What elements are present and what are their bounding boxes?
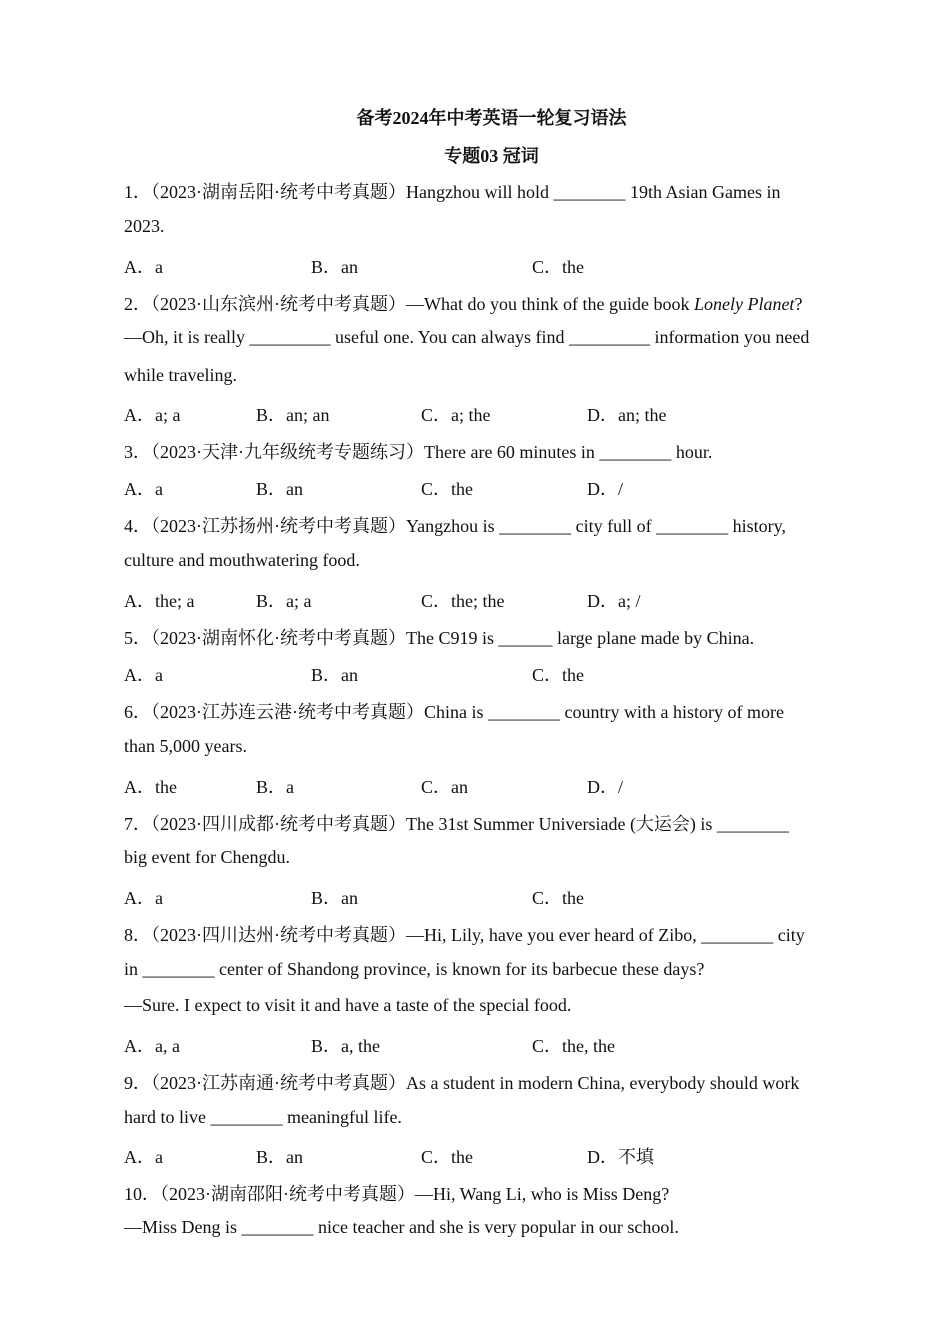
- question-8-option-b: B．a, the: [311, 1036, 380, 1056]
- question-2-option-d: D．an; the: [587, 405, 667, 425]
- question-9-option-c: C．the: [421, 1147, 473, 1167]
- question-8-line-3: —Sure. I expect to visit it and have a taste of the special food.: [124, 995, 572, 1015]
- page-title: 备考2024年中考英语一轮复习语法: [356, 108, 627, 128]
- question-9-line-2: hard to live ________ meaningful life.: [124, 1107, 402, 1127]
- question-6-option-b: B．a: [256, 777, 294, 797]
- page-subtitle: 专题03 冠词: [444, 146, 539, 166]
- question-8-option-a: A．a, a: [124, 1036, 180, 1056]
- question-6-line-2: than 5,000 years.: [124, 736, 247, 756]
- question-6-option-c: C．an: [421, 777, 468, 797]
- question-5-option-c: C．the: [532, 665, 584, 685]
- question-10-line-2: —Miss Deng is ________ nice teacher and she is very popular in our school.: [124, 1217, 679, 1237]
- question-6-option-a: A．the: [124, 777, 177, 797]
- question-5-option-a: A．a: [124, 665, 163, 685]
- question-3-option-a: A．a: [124, 479, 163, 499]
- question-10-line-1: 10．（2023·湖南邵阳·统考中考真题）—Hi, Wang Li, who is Miss Deng?: [124, 1184, 670, 1204]
- question-2-line-3: while traveling.: [124, 365, 237, 385]
- question-1-option-b: B．an: [311, 257, 358, 277]
- question-4-line-1: 4．（2023·江苏扬州·统考中考真题）Yangzhou is ________ city full of ________ history,: [124, 516, 786, 536]
- question-4-option-d: D．a; /: [587, 591, 641, 611]
- question-4-option-b: B．a; a: [256, 591, 312, 611]
- question-2-line-1-end: ?: [794, 294, 803, 314]
- question-7-option-b: B．an: [311, 888, 358, 908]
- question-1-line-1: 1．（2023·湖南岳阳·统考中考真题）Hangzhou will hold ________ 19th Asian Games in: [124, 182, 781, 202]
- question-6-option-d: D．/: [587, 777, 623, 797]
- question-1-option-c: C．the: [532, 257, 584, 277]
- question-5-line-1: 5．（2023·湖南怀化·统考中考真题）The C919 is ______ large plane made by China.: [124, 628, 755, 648]
- question-3-line-1: 3．（2023·天津·九年级统考专题练习）There are 60 minutes in ________ hour.: [124, 442, 713, 462]
- question-4-option-c: C．the; the: [421, 591, 505, 611]
- question-9-line-1: 9．（2023·江苏南通·统考中考真题）As a student in modern China, everybody should work: [124, 1073, 800, 1093]
- question-7-option-c: C．the: [532, 888, 584, 908]
- question-2-line-2: —Oh, it is really _________ useful one. You can always find _________ information you need: [124, 327, 810, 347]
- question-7-line-2: big event for Chengdu.: [124, 847, 290, 867]
- question-2-line-1-text: 2．（2023·山东滨州·统考中考真题）—What do you think of the guide book: [124, 294, 694, 314]
- question-3-option-c: C．the: [421, 479, 473, 499]
- question-2-option-c: C．a; the: [421, 405, 491, 425]
- question-1-option-a: A．a: [124, 257, 163, 277]
- question-8-line-2: in ________ center of Shandong province, is known for its barbecue these days?: [124, 959, 705, 979]
- question-1-line-2: 2023.: [124, 216, 165, 236]
- question-3-option-b: B．an: [256, 479, 303, 499]
- question-3-option-d: D．/: [587, 479, 623, 499]
- question-2-book-title: Lonely Planet: [693, 294, 795, 314]
- question-9-option-b: B．an: [256, 1147, 303, 1167]
- question-8-option-c: C．the, the: [532, 1036, 615, 1056]
- question-2-line-1: [124, 290, 802, 316]
- question-9-option-a: A．a: [124, 1147, 163, 1167]
- question-5-option-b: B．an: [311, 665, 358, 685]
- question-4-line-2: culture and mouthwatering food.: [124, 550, 360, 570]
- question-2-option-a: A．a; a: [124, 405, 181, 425]
- question-7-line-1: 7．（2023·四川成都·统考中考真题）The 31st Summer Universiade (大运会) is ________: [124, 814, 789, 834]
- question-4-option-a: A．the; a: [124, 591, 195, 611]
- question-9-option-d: D．不填: [587, 1147, 654, 1167]
- question-2-option-b: B．an; an: [256, 405, 330, 425]
- question-8-line-1: 8．（2023·四川达州·统考中考真题）—Hi, Lily, have you ever heard of Zibo, ________ city: [124, 925, 805, 945]
- question-6-line-1: 6．（2023·江苏连云港·统考中考真题）China is ________ country with a history of more: [124, 702, 784, 722]
- question-7-option-a: A．a: [124, 888, 163, 908]
